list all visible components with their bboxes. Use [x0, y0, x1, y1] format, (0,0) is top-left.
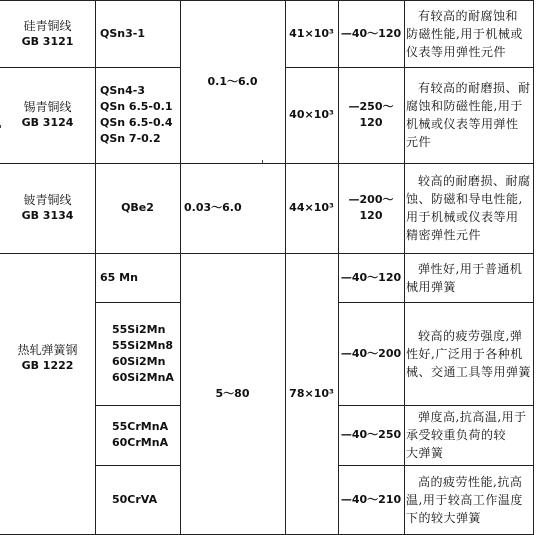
grade-cell — [100, 253, 180, 302]
diameter-cell — [184, 163, 284, 253]
usage-line: 元件 — [406, 135, 432, 149]
usage-line: 性好,广泛用于各种机 — [406, 346, 523, 361]
temperature-cell — [338, 405, 404, 465]
usage-cell — [406, 166, 535, 250]
usage-cell — [406, 305, 535, 402]
usage-line: 防磁性能,用于机械或 — [406, 27, 523, 41]
grade: QBe2 — [121, 201, 154, 214]
usage-line: 械用弹簧 — [406, 280, 457, 294]
standard-code: GB 3124 — [21, 116, 74, 129]
material-name-cell — [0, 0, 95, 67]
usage-line: 械、交通工具等用弹簧 — [406, 364, 532, 379]
grade: QSn 6.5-0.1 — [100, 100, 173, 113]
usage-cell — [406, 72, 535, 158]
modulus-value: 40×10³ — [289, 108, 334, 121]
standard-code: GB 1222 — [21, 359, 74, 372]
grade: QSn4-3 — [100, 84, 145, 97]
usage-line: 有较高的耐磨损、耐 — [418, 81, 531, 95]
standard-code: GB 3134 — [21, 209, 74, 222]
modulus-cell — [285, 67, 338, 163]
modulus-cell — [285, 253, 338, 534]
modulus-cell — [285, 163, 338, 253]
temperature-cell — [338, 253, 404, 302]
grade-cell — [112, 302, 180, 405]
grade: 60CrMnA — [112, 436, 169, 449]
modulus-value: 78×10³ — [289, 386, 334, 400]
usage-line: 温,用于较高工作温度 — [406, 492, 523, 507]
usage-line: 有较高的耐腐蚀和 — [418, 9, 519, 23]
usage-cell — [406, 407, 535, 463]
material-name-cell — [0, 163, 95, 253]
temperature-cell — [338, 465, 404, 534]
usage-line: 弹度高,抗高温,用于 — [418, 410, 527, 424]
temperature-cell — [338, 302, 404, 405]
usage-line: 用于机械或仪表等用 — [406, 210, 519, 224]
temperature-range: —40～210 — [340, 492, 402, 506]
grade-cell — [95, 163, 180, 253]
material-name: 锡青铜线 — [23, 100, 72, 114]
usage-line: 下的较大弹簧 — [406, 510, 482, 525]
temperature-range: —40～200 — [340, 346, 402, 360]
grade: 55CrMnA — [112, 420, 169, 433]
temperature-cell — [338, 163, 404, 253]
usage-line: 较高的耐磨损、耐腐 — [418, 174, 531, 188]
diameter-range: 0.1～6.0 — [207, 74, 258, 88]
diameter-range: 0.03～6.0 — [184, 201, 242, 214]
usage-line: 较高的疲劳强度,弹 — [418, 328, 523, 343]
material-name-cell — [0, 67, 95, 163]
usage-cell — [406, 4, 535, 64]
usage-line: 精密弹性元件 — [406, 228, 482, 242]
grade: QSn3-1 — [100, 26, 145, 40]
grade: QSn 7-0.2 — [100, 132, 161, 145]
column-divider — [95, 0, 96, 535]
temperature-cell — [338, 67, 404, 163]
grade: 55Si2Mn8 — [112, 338, 174, 352]
diameter-cell — [180, 0, 285, 163]
grade-cell — [112, 405, 180, 465]
grade: 50CrVA — [112, 492, 158, 506]
material-name-cell — [0, 253, 95, 463]
grade-cell — [100, 67, 180, 163]
usage-line: 弹性好,用于普通机 — [418, 262, 523, 276]
column-divider — [404, 0, 405, 535]
temperature-range: —40～250 — [340, 428, 402, 441]
temperature-cell — [338, 0, 404, 67]
grade: 60Si2MnA — [112, 370, 174, 384]
usage-line: 蚀、防磁和导电性能, — [406, 192, 523, 206]
temperature-range: —200～120 — [348, 193, 394, 222]
diameter-cell — [180, 253, 285, 534]
usage-line: 机械或仪表等用弹性 — [406, 117, 519, 131]
material-name: 铍青铜线 — [23, 193, 72, 207]
diameter-range: 5～80 — [215, 386, 250, 400]
usage-line: 承受较重负荷的较 — [406, 428, 507, 442]
modulus-value: 44×10³ — [289, 201, 334, 214]
temperature-range: —40～120 — [340, 270, 402, 284]
grade-cell — [100, 0, 180, 67]
modulus-cell — [285, 0, 338, 67]
usage-line: 大弹簧 — [406, 446, 444, 460]
grade-cell — [112, 465, 180, 534]
temperature-range: —250～120 — [348, 100, 394, 129]
grade: 60Si2Mn — [112, 354, 166, 368]
grade: 55Si2Mn — [112, 322, 166, 336]
material-name: 热轧弹簧钢 — [17, 343, 78, 357]
grade: QSn 6.5-0.4 — [100, 116, 173, 129]
temperature-range: —40～120 — [340, 26, 402, 40]
material-name: 硅青铜线 — [23, 18, 72, 33]
usage-line: 腐蚀和防磁性能,用于 — [406, 99, 523, 113]
usage-line: 仪表等用弹性元件 — [406, 45, 507, 59]
standard-code: GB 3121 — [21, 34, 74, 48]
usage-cell — [406, 256, 535, 300]
usage-cell — [406, 467, 535, 532]
modulus-value: 41×10³ — [289, 26, 334, 40]
usage-line: 高的疲劳性能,抗高 — [418, 474, 523, 489]
grade: 65 Mn — [100, 270, 138, 284]
